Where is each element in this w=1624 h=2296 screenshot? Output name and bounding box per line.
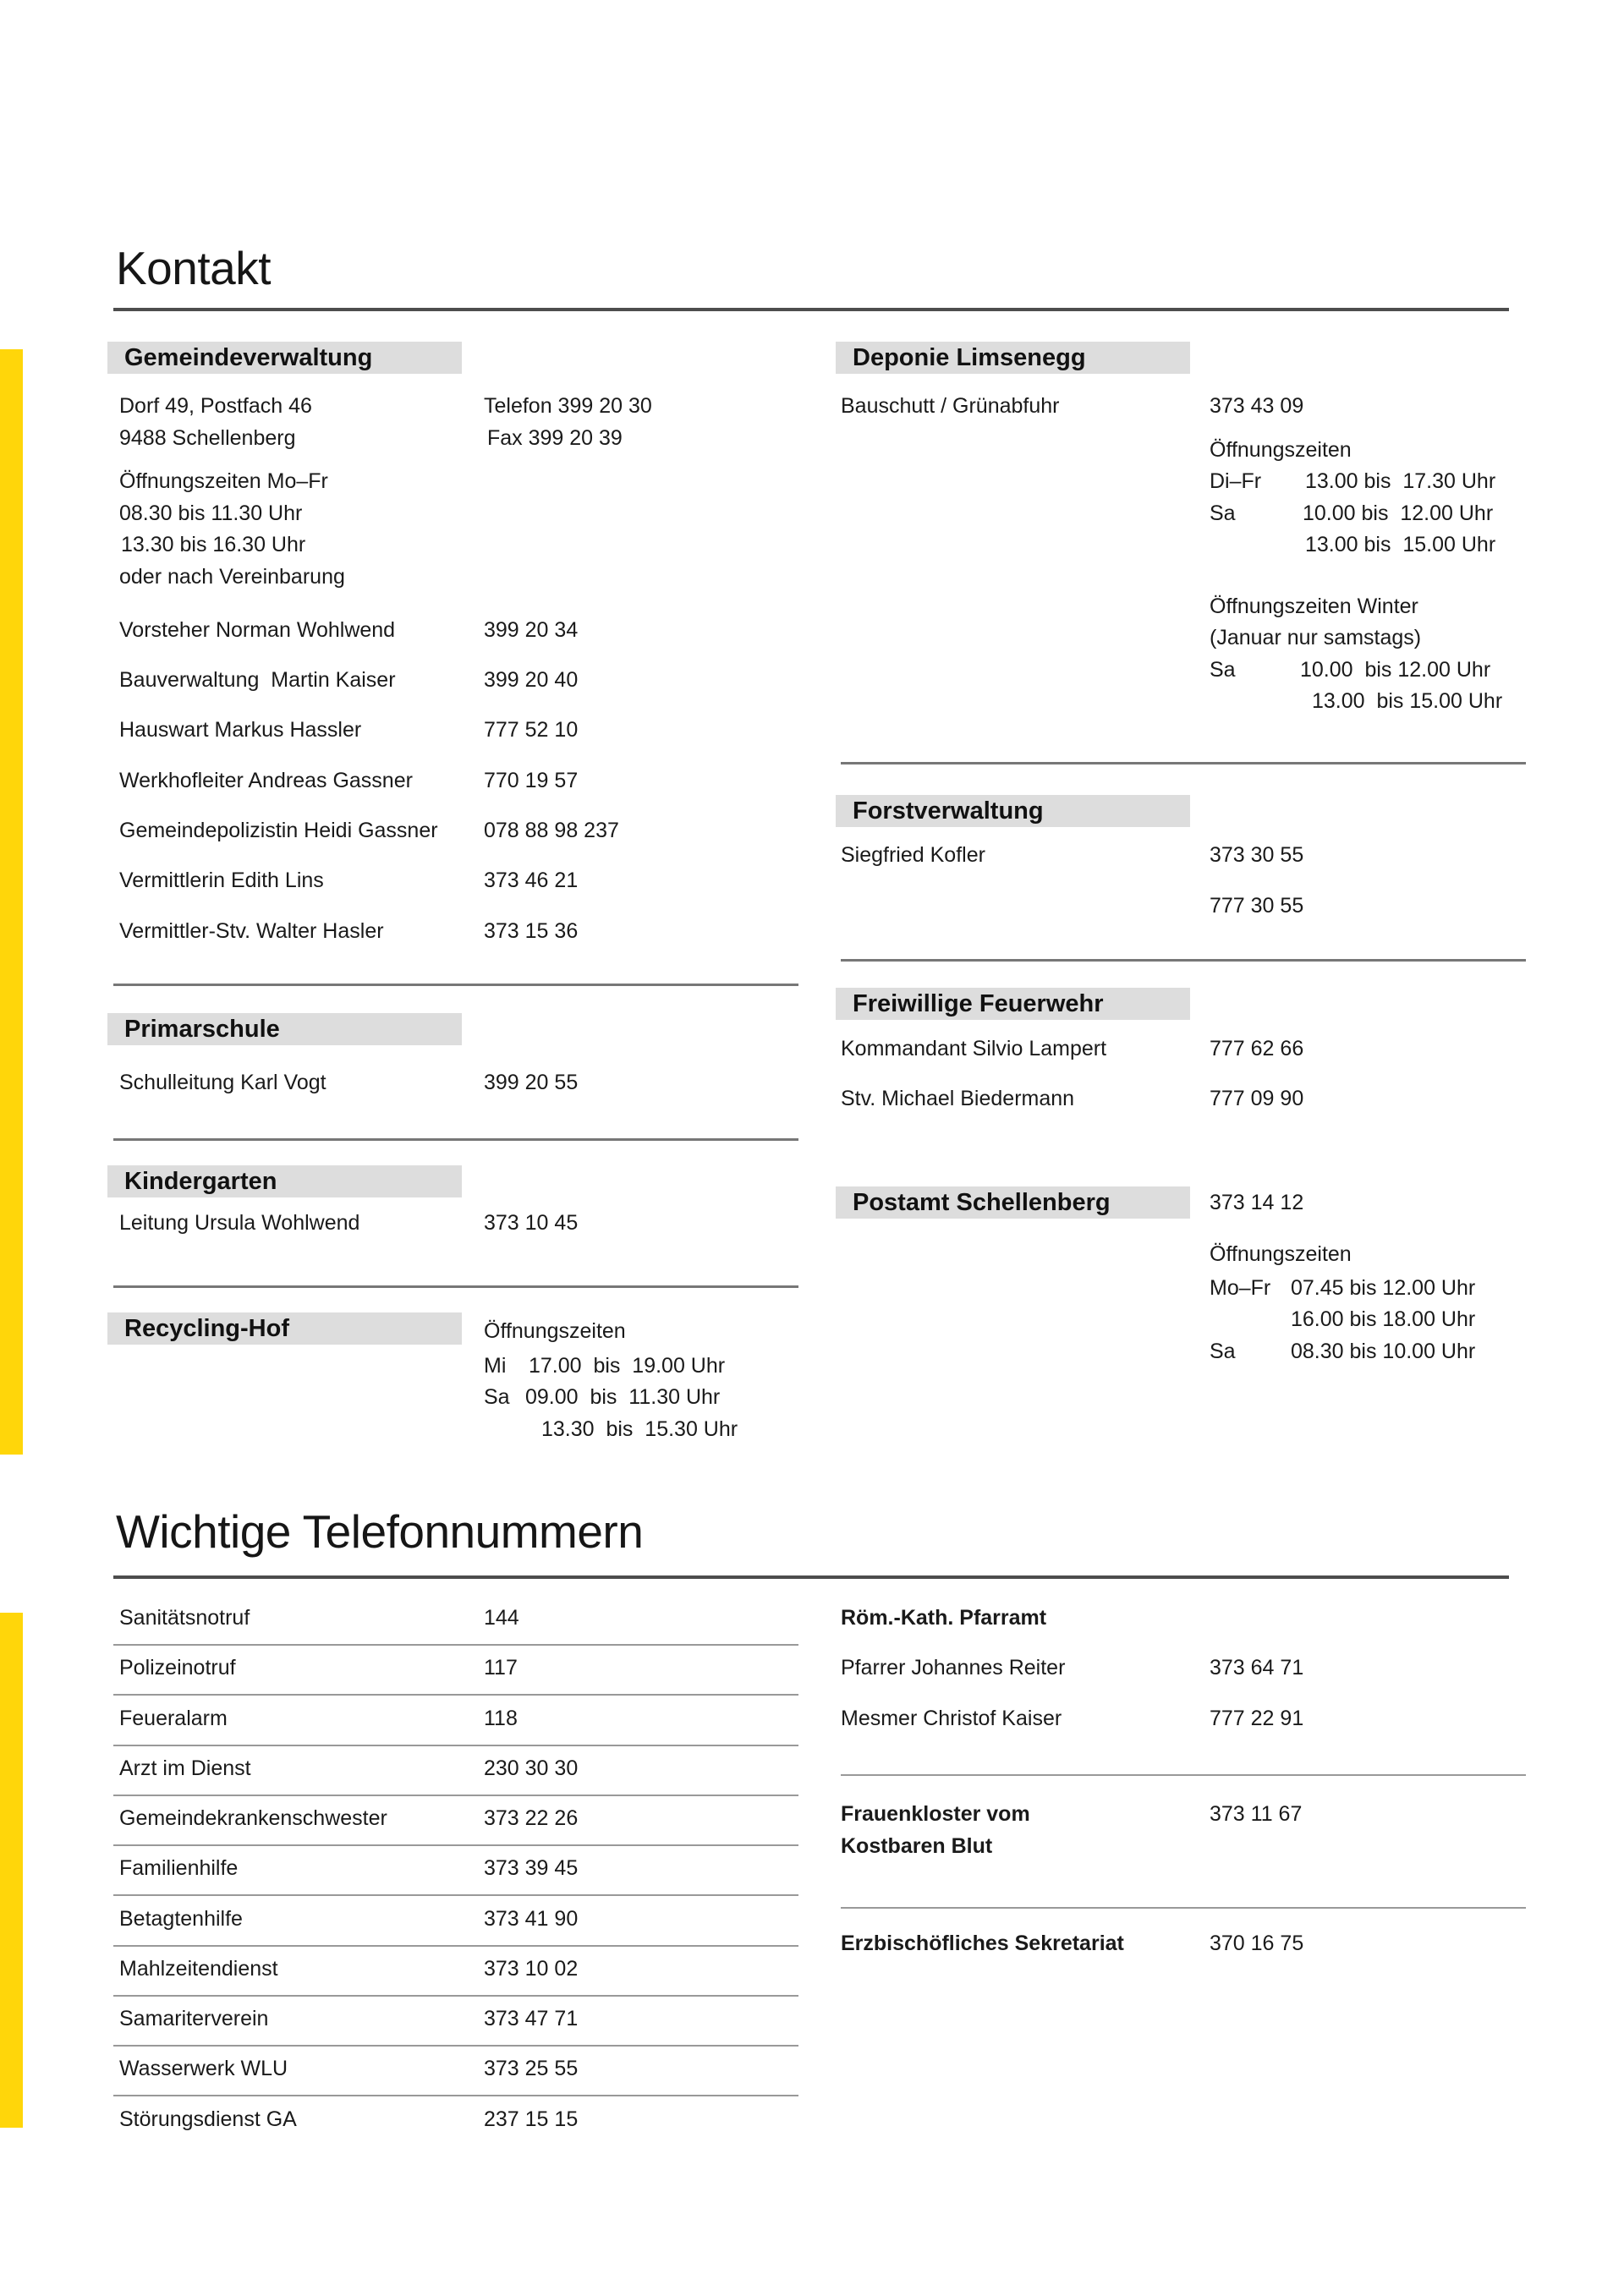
emergency-row-label: Wasserwerk WLU	[119, 2057, 288, 2080]
emergency-row-label: Arzt im Dienst	[119, 1756, 251, 1780]
yellow-accent-bar-bottom	[0, 1613, 23, 2128]
right-section-rule	[841, 762, 1526, 764]
deponie-hours-time: 10.00 bis 12.00 Uhr	[1303, 501, 1494, 525]
emergency-row-phone: 373 47 71	[484, 2007, 579, 2030]
pfarramt-header: Röm.-Kath. Pfarramt	[841, 1606, 1047, 1630]
emergency-row-label: Polizeinotruf	[119, 1656, 236, 1680]
gv-contact-label: Vorsteher Norman Wohlwend	[119, 618, 396, 642]
gv-contact-label: Bauverwaltung Martin Kaiser	[119, 668, 396, 692]
deponie-winter-title: Öffnungszeiten Winter	[1210, 595, 1418, 618]
recycling-hours-time: 17.00 bis 19.00 Uhr	[529, 1354, 726, 1378]
emergency-row-label: Feueralarm	[119, 1707, 228, 1730]
gv-contact-label: Vermittler-Stv. Walter Hasler	[119, 919, 384, 943]
kindergarten-label: Leitung Ursula Wohlwend	[119, 1211, 360, 1235]
gv-fax: Fax 399 20 39	[487, 426, 623, 450]
section-header-gemeindeverwaltung: Gemeindeverwaltung	[107, 342, 462, 374]
recycling-hours-title: Öffnungszeiten	[484, 1319, 626, 1343]
deponie-hours-day: Di–Fr	[1210, 469, 1262, 493]
recycling-hours-time: 13.30 bis 15.30 Uhr	[541, 1417, 738, 1441]
left-section-rule	[113, 984, 798, 986]
emergency-row-phone: 237 15 15	[484, 2107, 579, 2131]
postamt-hours-title: Öffnungszeiten	[1210, 1242, 1352, 1266]
section-header-kindergarten: Kindergarten	[107, 1165, 462, 1197]
gv-telefon: Telefon 399 20 30	[484, 394, 652, 418]
deponie-label: Bauschutt / Grünabfuhr	[841, 394, 1060, 418]
recycling-hours-day: Sa	[484, 1385, 510, 1409]
gv-contact-phone: 373 15 36	[484, 919, 579, 943]
gv-hours-line3: 13.30 bis 16.30 Uhr	[121, 533, 306, 556]
pfarramt-row-label: Mesmer Christof Kaiser	[841, 1707, 1062, 1730]
frauenkloster-line1: Frauenkloster vom	[841, 1802, 1030, 1826]
gv-contact-phone: 373 46 21	[484, 869, 579, 892]
emergency-row-phone: 373 41 90	[484, 1907, 579, 1931]
right-table-divider	[841, 1774, 1526, 1776]
deponie-hours-time: 13.00 bis 15.00 Uhr	[1305, 533, 1496, 556]
emergency-row-label: Gemeindekrankenschwester	[119, 1806, 387, 1830]
feuerwehr-contact-label: Kommandant Silvio Lampert	[841, 1037, 1107, 1060]
gv-hours-line4: oder nach Vereinbarung	[119, 565, 345, 589]
gv-contact-label: Gemeindepolizistin Heidi Gassner	[119, 819, 438, 842]
emergency-row-phone: 373 39 45	[484, 1856, 579, 1880]
deponie-hours-title: Öffnungszeiten	[1210, 438, 1352, 462]
gv-contact-label: Werkhofleiter Andreas Gassner	[119, 769, 413, 792]
section-header-primarschule: Primarschule	[107, 1013, 462, 1045]
sekretariat-label: Erzbischöfliches Sekretariat	[841, 1932, 1124, 1955]
table-divider	[113, 1644, 798, 1646]
recycling-hours-time: 09.00 bis 11.30 Uhr	[525, 1385, 721, 1409]
table-divider	[113, 1995, 798, 1997]
emergency-row-label: Samariterverein	[119, 2007, 269, 2030]
emergency-row-label: Familienhilfe	[119, 1856, 239, 1880]
gv-address-line1: Dorf 49, Postfach 46	[119, 394, 312, 418]
frauenkloster-phone: 373 11 67	[1210, 1802, 1303, 1826]
gv-contact-label: Hauswart Markus Hassler	[119, 718, 362, 742]
gv-hours-line2: 08.30 bis 11.30 Uhr	[119, 501, 303, 525]
deponie-hours-day: Sa	[1210, 501, 1236, 525]
frauenkloster-line2: Kostbaren Blut	[841, 1834, 993, 1858]
deponie-winter-note: (Januar nur samstags)	[1210, 626, 1422, 649]
pfarramt-row-phone: 373 64 71	[1210, 1656, 1304, 1680]
right-table-divider	[841, 1907, 1526, 1909]
left-section-rule	[113, 1285, 798, 1288]
section-header-feuerwehr: Freiwillige Feuerwehr	[836, 988, 1190, 1020]
deponie-hours-time: 13.00 bis 17.30 Uhr	[1305, 469, 1496, 493]
gv-contact-label: Vermittlerin Edith Lins	[119, 869, 324, 892]
table-divider	[113, 1694, 798, 1696]
primarschule-label: Schulleitung Karl Vogt	[119, 1071, 326, 1094]
emergency-row-phone: 230 30 30	[484, 1756, 579, 1780]
wichtige-heading-rule	[113, 1575, 1509, 1579]
section-header-forstverwaltung: Forstverwaltung	[836, 795, 1190, 827]
table-divider	[113, 2095, 798, 2096]
gv-contact-phone: 399 20 34	[484, 618, 579, 642]
primarschule-phone: 399 20 55	[484, 1071, 579, 1094]
gv-contact-phone: 399 20 40	[484, 668, 579, 692]
deponie-phone: 373 43 09	[1210, 394, 1304, 418]
table-divider	[113, 1745, 798, 1746]
table-divider	[113, 1795, 798, 1796]
table-divider	[113, 2045, 798, 2047]
emergency-row-label: Sanitätsnotruf	[119, 1606, 250, 1630]
gv-contact-phone: 078 88 98 237	[484, 819, 619, 842]
emergency-row-phone: 144	[484, 1606, 519, 1630]
pfarramt-row-phone: 777 22 91	[1210, 1707, 1304, 1730]
section-header-postamt: Postamt Schellenberg	[836, 1186, 1190, 1219]
emergency-row-phone: 373 22 26	[484, 1806, 579, 1830]
postamt-hours-time: 16.00 bis 18.00 Uhr	[1291, 1307, 1476, 1331]
postamt-hours-time: 07.45 bis 12.00 Uhr	[1291, 1276, 1476, 1300]
left-section-rule	[113, 1138, 798, 1141]
forst-phone2: 777 30 55	[1210, 894, 1304, 918]
emergency-row-label: Mahlzeitendienst	[119, 1957, 278, 1981]
postamt-hours-day: Mo–Fr	[1210, 1276, 1271, 1300]
right-section-rule	[841, 959, 1526, 962]
pfarramt-row-label: Pfarrer Johannes Reiter	[841, 1656, 1066, 1680]
emergency-row-label: Betagtenhilfe	[119, 1907, 243, 1931]
deponie-winter-time: 10.00 bis 12.00 Uhr	[1300, 658, 1491, 682]
forst-phone1: 373 30 55	[1210, 843, 1304, 867]
gv-contact-phone: 777 52 10	[484, 718, 579, 742]
emergency-row-phone: 117	[484, 1656, 518, 1680]
postamt-hours-day: Sa	[1210, 1340, 1236, 1363]
table-divider	[113, 1844, 798, 1846]
section-header-recycling-hof: Recycling-Hof	[107, 1312, 462, 1345]
page-title-kontakt: Kontakt	[116, 242, 272, 294]
emergency-row-phone: 118	[484, 1707, 518, 1730]
gv-address-line2: 9488 Schellenberg	[119, 426, 296, 450]
yellow-accent-bar-top	[0, 349, 23, 1455]
section-header-deponie-limsenegg: Deponie Limsenegg	[836, 342, 1190, 374]
gv-hours-line1: Öffnungszeiten Mo–Fr	[119, 469, 328, 493]
kontakt-heading-rule	[113, 308, 1509, 311]
page-title-wichtige-telefonnummern: Wichtige Telefonnummern	[116, 1505, 644, 1558]
table-divider	[113, 1894, 798, 1896]
feuerwehr-contact-phone: 777 09 90	[1210, 1087, 1304, 1110]
postamt-phone: 373 14 12	[1210, 1191, 1304, 1214]
gv-contact-phone: 770 19 57	[484, 769, 579, 792]
emergency-row-label: Störungsdienst GA	[119, 2107, 297, 2131]
postamt-hours-time: 08.30 bis 10.00 Uhr	[1291, 1340, 1476, 1363]
deponie-winter-day: Sa	[1210, 658, 1236, 682]
feuerwehr-contact-label: Stv. Michael Biedermann	[841, 1087, 1075, 1110]
recycling-hours-day: Mi	[484, 1354, 507, 1378]
emergency-row-phone: 373 25 55	[484, 2057, 579, 2080]
table-divider	[113, 1945, 798, 1947]
sekretariat-phone: 370 16 75	[1210, 1932, 1304, 1955]
feuerwehr-contact-phone: 777 62 66	[1210, 1037, 1304, 1060]
forst-label: Siegfried Kofler	[841, 843, 985, 867]
kindergarten-phone: 373 10 45	[484, 1211, 579, 1235]
deponie-winter-time: 13.00 bis 15.00 Uhr	[1312, 689, 1503, 713]
emergency-row-phone: 373 10 02	[484, 1957, 579, 1981]
